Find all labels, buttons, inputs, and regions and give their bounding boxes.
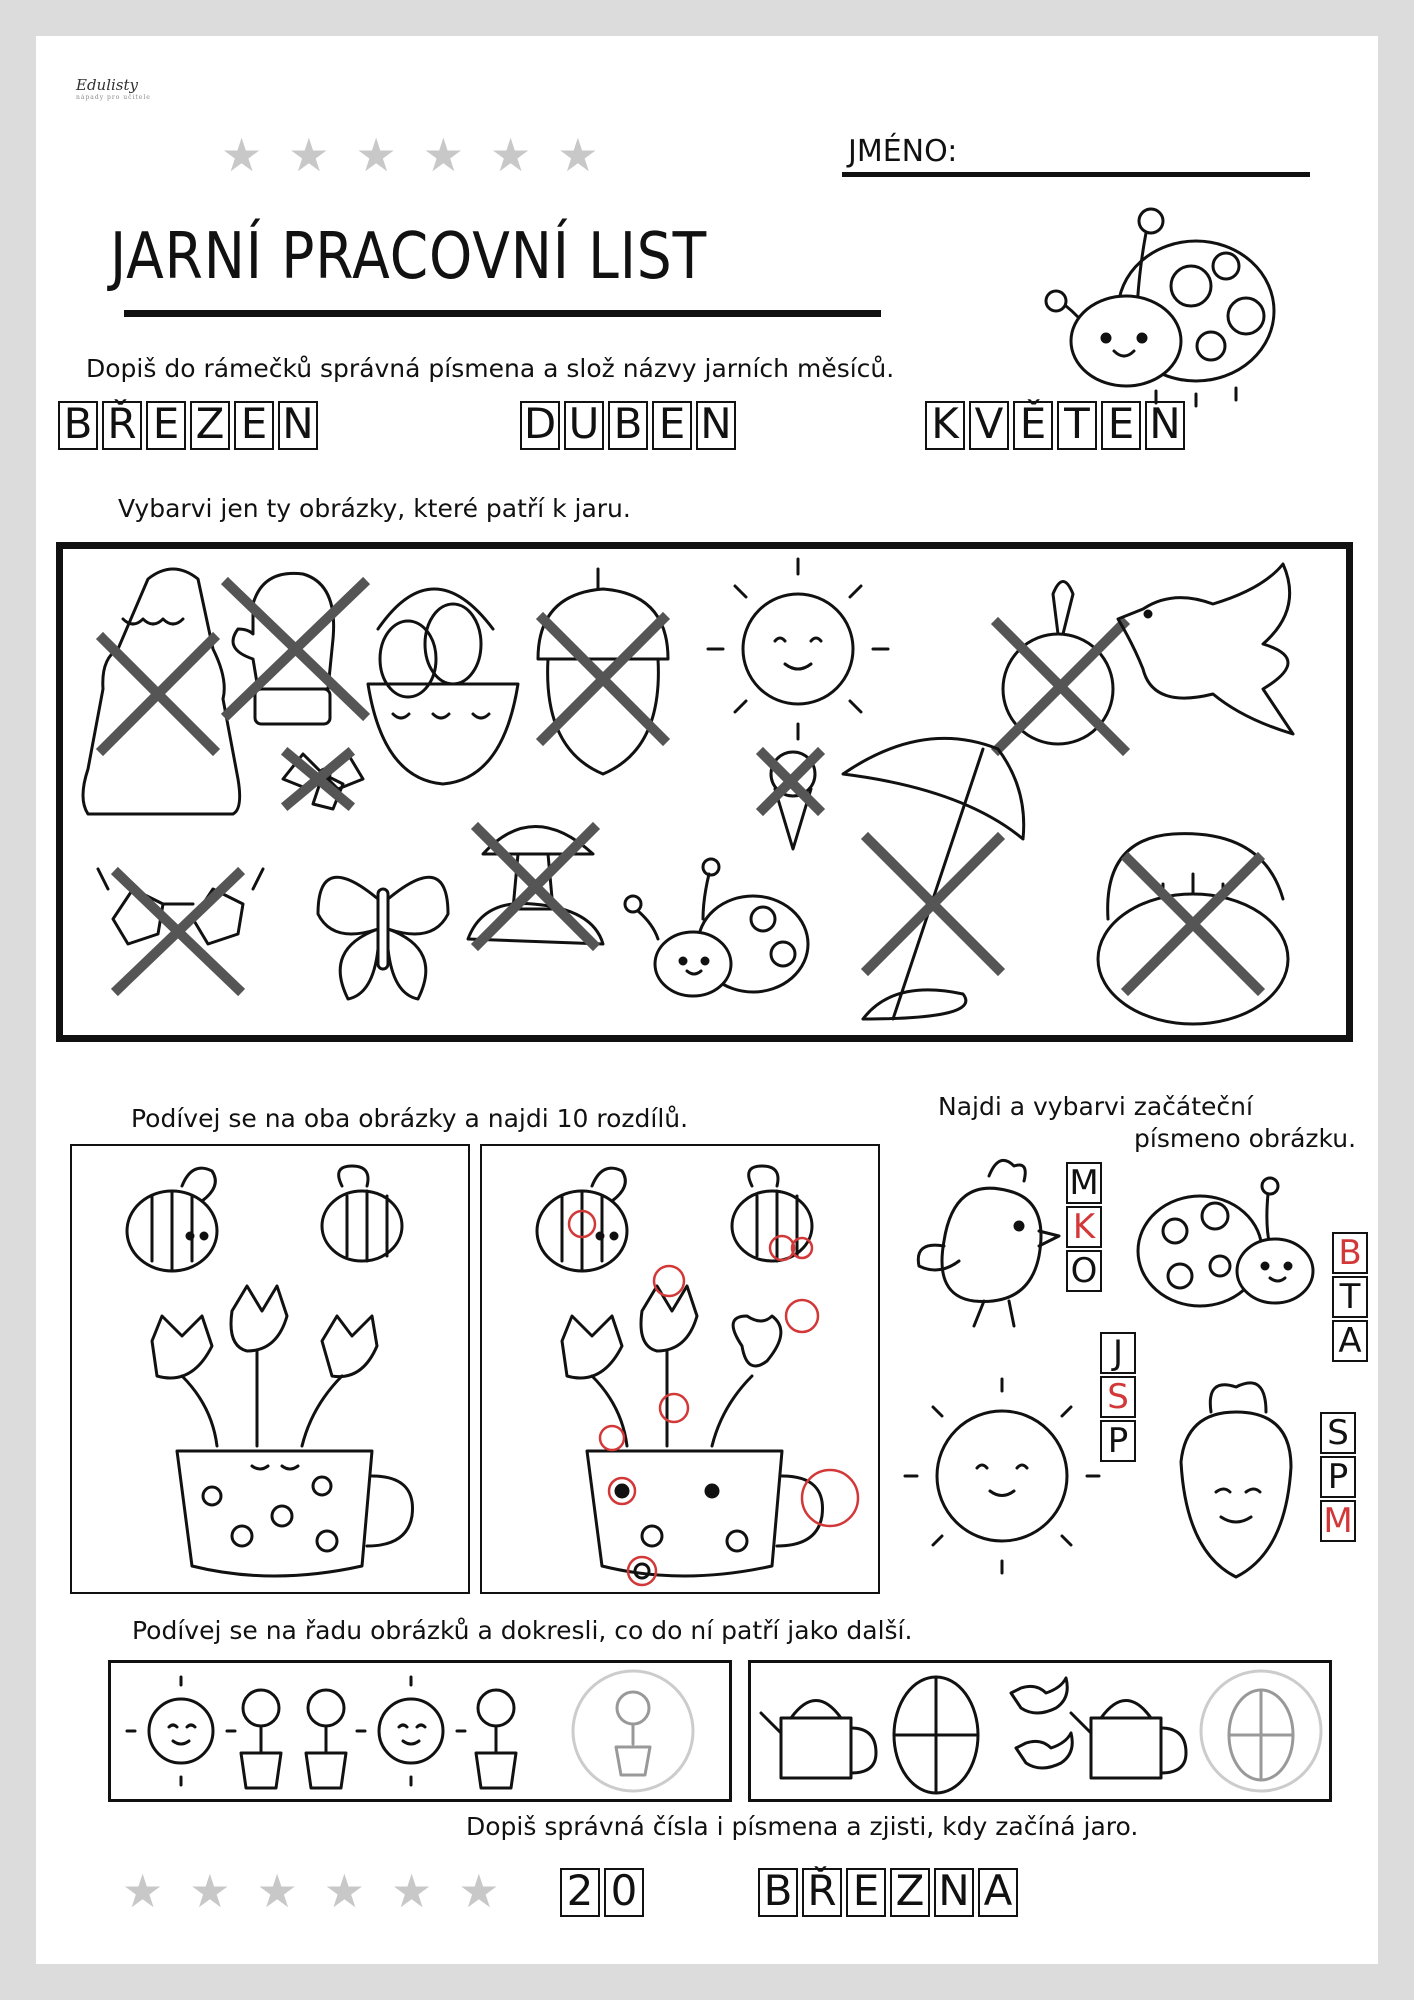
watering-can-icon — [761, 1701, 876, 1779]
letter-column-chick — [1066, 1162, 1102, 1294]
spring-date-number — [560, 1868, 648, 1917]
initial-letter-instruction-2: písmeno obrázku. — [1134, 1124, 1357, 1153]
letter-box[interactable]: D — [520, 401, 560, 450]
star-icon: ★ — [557, 128, 599, 182]
bee-icon — [322, 1166, 402, 1261]
bee-icon — [732, 1166, 812, 1261]
difference-picture-right — [480, 1144, 880, 1594]
star-icon: ★ — [458, 1864, 500, 1918]
flower-pot-icon — [616, 1692, 650, 1775]
letter-option[interactable]: O — [1066, 1250, 1102, 1292]
sun-icon — [127, 1677, 235, 1785]
letter-box[interactable]: Z — [890, 1868, 930, 1917]
letter-box[interactable]: E — [846, 1868, 886, 1917]
bee-icon — [537, 1168, 627, 1271]
sun-icon — [902, 1376, 1102, 1576]
star-row-bottom — [122, 1864, 500, 1918]
star-icon: ★ — [256, 1864, 298, 1918]
difference-picture-left — [70, 1144, 470, 1594]
easter-egg-icon — [1229, 1690, 1293, 1780]
spring-date-month — [758, 1868, 1022, 1917]
letter-option[interactable]: J — [1100, 1332, 1136, 1374]
letter-option[interactable]: M — [1066, 1162, 1102, 1204]
star-icon: ★ — [422, 128, 464, 182]
letter-option[interactable]: S — [1320, 1412, 1356, 1454]
month-word-brezen — [58, 401, 322, 450]
letter-box[interactable]: Z — [190, 401, 230, 450]
letter-box[interactable]: N — [934, 1868, 974, 1917]
mug-icon — [587, 1451, 823, 1578]
ladybug-icon — [625, 859, 808, 996]
sun-icon — [708, 559, 888, 739]
months-instruction: Dopiš do rámečků správná písmena a slož názvy jarních měsíců. — [86, 354, 895, 383]
letter-box[interactable]: E — [652, 401, 692, 450]
sequence-instruction: Podívej se na řadu obrázků a dokresli, co do ní patří jako další. — [132, 1616, 913, 1645]
star-icon: ★ — [391, 1864, 433, 1918]
letter-box[interactable]: K — [925, 401, 965, 450]
bee-icon — [127, 1168, 217, 1271]
letter-box[interactable]: B — [608, 401, 648, 450]
flower-pot-icon — [241, 1690, 281, 1788]
mug-icon — [177, 1451, 413, 1576]
umbrella-icon — [843, 738, 1024, 1019]
tulip-icon — [152, 1286, 377, 1446]
chick-icon — [904, 1146, 1064, 1321]
digit-box[interactable]: 2 — [560, 1868, 600, 1917]
bird-icon — [1118, 564, 1293, 734]
letter-box[interactable]: B — [58, 401, 98, 450]
star-icon: ★ — [288, 128, 330, 182]
flower-pot-icon — [476, 1690, 516, 1788]
letter-box[interactable]: Ř — [802, 1868, 842, 1917]
sun-icon — [357, 1677, 465, 1785]
butterfly-icon — [318, 877, 448, 999]
star-row-top — [221, 128, 599, 182]
egg-basket-icon — [368, 589, 518, 784]
bird-icon — [1011, 1678, 1072, 1768]
letter-option[interactable]: T — [1332, 1276, 1368, 1318]
digit-box[interactable]: 0 — [604, 1868, 644, 1917]
letter-option[interactable]: P — [1320, 1456, 1356, 1498]
worksheet-page — [36, 36, 1378, 1964]
easter-egg-icon — [894, 1677, 978, 1793]
star-icon: ★ — [122, 1864, 164, 1918]
star-icon: ★ — [323, 1864, 365, 1918]
carrot-icon — [1166, 1352, 1306, 1592]
month-word-duben — [520, 401, 740, 450]
watering-can-icon — [1071, 1701, 1186, 1779]
letter-box[interactable]: T — [1057, 401, 1097, 450]
letter-option[interactable]: P — [1100, 1420, 1136, 1462]
star-icon: ★ — [355, 128, 397, 182]
letter-box[interactable]: B — [758, 1868, 798, 1917]
ladybug-icon — [996, 206, 1286, 406]
sequence-row-2 — [748, 1660, 1332, 1802]
letter-box[interactable]: U — [564, 401, 604, 450]
initial-letter-instruction-1: Najdi a vybarvi začáteční — [938, 1092, 1253, 1121]
acorn-icon — [538, 569, 668, 774]
letter-box[interactable]: Ř — [102, 401, 142, 450]
letter-box[interactable]: E — [146, 401, 186, 450]
flower-pot-icon — [306, 1690, 346, 1788]
spring-date-instruction: Dopiš správná čísla i písmena a zjisti, kdy začíná jaro. — [466, 1812, 1139, 1841]
difference-markers — [569, 1211, 858, 1585]
letter-option[interactable]: A — [1332, 1320, 1368, 1362]
coloring-frame — [56, 542, 1353, 1042]
month-word-kveten — [925, 401, 1189, 450]
letter-box[interactable]: N — [278, 401, 318, 450]
edulisty-logo: Edulisty nápady pro učitele — [76, 76, 151, 101]
letter-option-answer[interactable]: K — [1066, 1206, 1102, 1248]
letter-box[interactable]: A — [978, 1868, 1018, 1917]
letter-box[interactable]: E — [1101, 401, 1141, 450]
letter-column-ladybug — [1332, 1232, 1368, 1364]
letter-option-answer[interactable]: B — [1332, 1232, 1368, 1274]
name-label: JMÉNO: — [848, 134, 958, 169]
differences-instruction: Podívej se na oba obrázky a najdi 10 rozdílů. — [131, 1104, 689, 1133]
letter-column-carrot — [1320, 1412, 1356, 1544]
ladybug-icon — [1130, 1166, 1330, 1316]
star-icon: ★ — [490, 128, 532, 182]
letter-column-sun — [1100, 1332, 1136, 1464]
name-field-line[interactable] — [842, 172, 1310, 177]
star-icon: ★ — [221, 128, 263, 182]
letter-box[interactable]: Ě — [1013, 401, 1053, 450]
title-underline — [124, 310, 881, 317]
page-title: JARNÍ PRACOVNÍ LIST — [110, 220, 708, 294]
letter-box[interactable]: N — [696, 401, 736, 450]
letter-box[interactable]: E — [234, 401, 274, 450]
letter-option-answer[interactable]: M — [1320, 1500, 1356, 1542]
letter-box[interactable]: V — [969, 401, 1009, 450]
coloring-pictures — [63, 549, 1346, 1035]
sequence-row-1 — [108, 1660, 732, 1802]
letter-box[interactable]: N — [1145, 401, 1185, 450]
coloring-instruction: Vybarvi jen ty obrázky, které patří k jaru. — [118, 494, 631, 523]
star-icon: ★ — [189, 1864, 231, 1918]
letter-option-answer[interactable]: S — [1100, 1376, 1136, 1418]
